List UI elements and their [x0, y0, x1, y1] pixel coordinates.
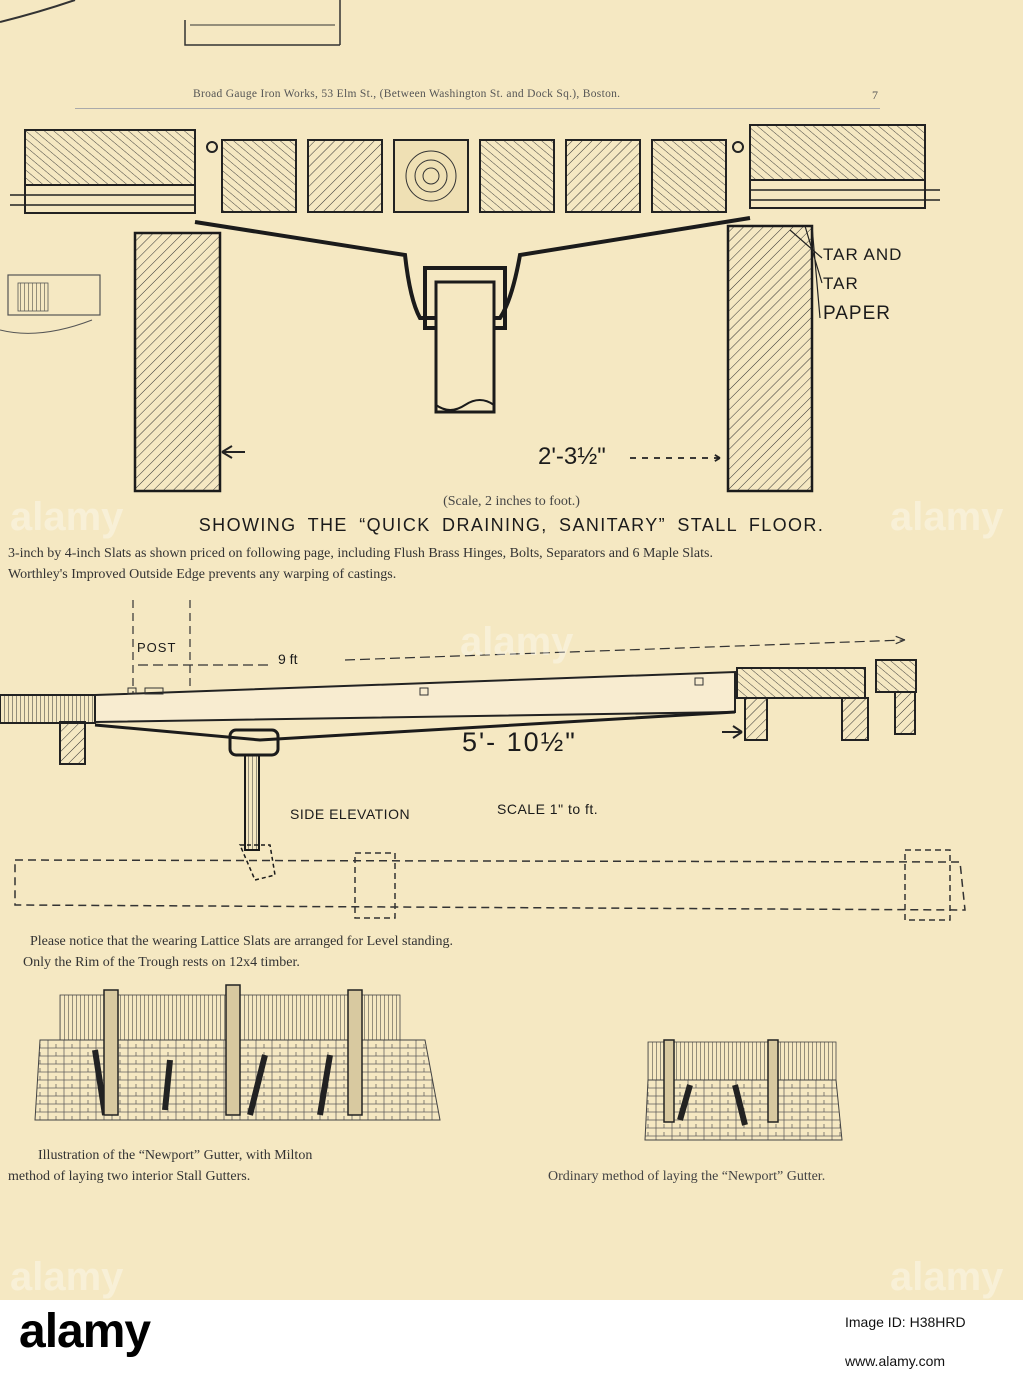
tar-label-line2: TAR	[823, 274, 859, 293]
notice-line2: Only the Rim of the Trough rests on 12x4 timber.	[23, 955, 300, 970]
svg-text:alamy: alamy	[10, 1255, 124, 1299]
svg-text:alamy: alamy	[890, 1255, 1004, 1299]
page-number: 7	[872, 88, 878, 102]
side-dimension-label: 5'- 10½"	[462, 727, 577, 757]
ordinary-gutter-engraving	[645, 1040, 842, 1140]
stall-floor-cross-section	[10, 125, 940, 491]
scale-note: (Scale, 2 inches to foot.)	[443, 494, 580, 509]
figure-title: SHOWING THE “QUICK DRAINING, SANITARY” STALL FLOOR.	[198, 515, 825, 535]
header-rule	[75, 108, 880, 109]
footer-url[interactable]: www.alamy.com	[845, 1353, 946, 1369]
newport-caption-line1: Illustration of the “Newport” Gutter, with Milton	[38, 1148, 313, 1163]
running-header: Broad Gauge Iron Works, 53 Elm St., (Between Washington St. and Dock Sq.), Boston.	[193, 88, 621, 100]
side-scale-label: SCALE 1" to ft.	[497, 801, 599, 817]
newport-gutter-engraving	[35, 985, 440, 1120]
notice-line1: Please notice that the wearing Lattice Slats are arranged for Level standing.	[30, 934, 453, 949]
tar-label-line1: TAR AND	[823, 245, 903, 264]
side-elevation-label: SIDE ELEVATION	[290, 806, 411, 822]
width-dimension-label: 2'-3½"	[538, 443, 606, 470]
newport-caption-line2: method of laying two interior Stall Gutters.	[8, 1169, 251, 1184]
svg-text:alamy: alamy	[460, 620, 574, 664]
footer-logo: alamy	[19, 1305, 151, 1358]
length-label: 9 ft	[278, 651, 298, 667]
svg-text:alamy: alamy	[10, 495, 124, 539]
figure-caption-line2: Worthley's Improved Outside Edge prevents any warping of castings.	[8, 567, 397, 582]
ordinary-caption: Ordinary method of laying the “Newport” Gutter.	[548, 1169, 826, 1184]
svg-text:alamy: alamy	[890, 495, 1004, 539]
tar-label-line3: PAPER	[823, 303, 892, 324]
margin-sketch-top	[0, 0, 340, 45]
margin-sketch-left	[0, 275, 100, 333]
footer-image-id: Image ID: H38HRD	[845, 1314, 966, 1330]
figure-caption-line1: 3-inch by 4-inch Slats as shown priced on following page, including Flush Brass Hinges, Bolts, Separators and 6 Maple Slats.	[8, 546, 713, 561]
post-label: POST	[137, 640, 177, 655]
